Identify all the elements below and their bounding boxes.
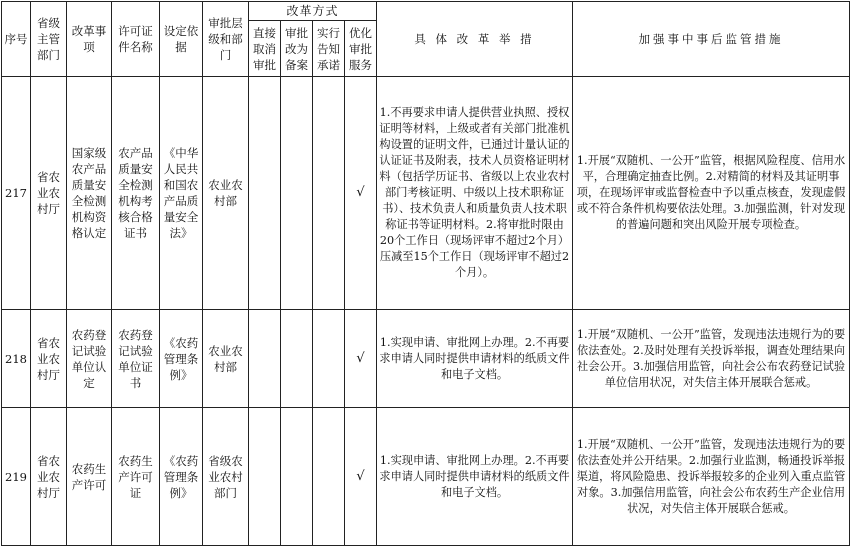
header-mode-notify: 实行告知承诺 xyxy=(313,21,345,77)
row-mode-cancel xyxy=(249,77,281,310)
row-basis: 《中华人民共和国农产品质量安全法》 xyxy=(160,77,203,310)
row-permit: 农产品质量安全检测机构考核合格证书 xyxy=(112,77,160,310)
row-mode-filing xyxy=(281,310,313,408)
table-row xyxy=(2,310,850,408)
row-basis: 《农药管理条例》 xyxy=(160,310,203,408)
row-seq: 218 xyxy=(2,310,31,408)
row-item: 农药登记试验单位认定 xyxy=(67,310,112,408)
row-measures: 1.实现申请、审批网上办理。2.不再要求申请人同时提供申请材料的纸质文件和电子文档。 xyxy=(377,310,573,408)
row-basis: 《农药管理条例》 xyxy=(160,408,203,546)
row-item: 国家级农产品质量安全检测机构资格认定 xyxy=(67,77,112,310)
row-permit: 农药登记试验单位证书 xyxy=(112,310,160,408)
row-seq: 219 xyxy=(2,408,31,546)
row-measures: 1.不再要求申请人提供营业执照、授权证明等材料，上级或者有关部门批准机构设置的证明文件，已通过计量认证的认证证书及附表，技术人员资格证明材料（包括学历证书、省级以上农业农村部门考核证明、中级以上技术职称证书）、技术负责人和质量负责人技术职称证书等证明材料。2.将审批时限由20个工作日（现场评审不超过2个月）压减至15个工作日（现场评审不超过2个月）。 xyxy=(377,77,573,310)
row-dept: 省农业农村厅 xyxy=(31,408,67,546)
header-permit: 许可证件名称 xyxy=(112,2,160,77)
row-item: 农药生产许可 xyxy=(67,408,112,546)
row-mode-notify xyxy=(313,77,345,310)
row-level: 农业农村部 xyxy=(203,310,249,408)
header-seq: 序号 xyxy=(2,2,31,77)
header-mode-optimize: 优化审批服务 xyxy=(345,21,377,77)
row-mode-cancel xyxy=(249,408,281,546)
table-row xyxy=(2,408,850,546)
header-measures: 具 体 改 革 举 措 xyxy=(377,2,573,77)
reform-table xyxy=(1,1,850,546)
row-mode-notify xyxy=(313,408,345,546)
row-mode-optimize: √ xyxy=(345,77,377,310)
row-measures: 1.实现申请、审批网上办理。2.不再要求申请人同时提供申请材料的纸质文件和电子文档。 xyxy=(377,408,573,546)
header-mode-cancel: 直接取消审批 xyxy=(249,21,281,77)
row-supervision: 1.开展“双随机、一公开”监管，根据风险程度、信用水平，合理确定抽查比例。2.对精简的材料及其证明事项，在现场评审或监督检查中予以重点核查，发现虚假或不符合条件机构要依法处理。3.加强监测，针对发现的普遍问题和突出风险开展专项检查。 xyxy=(573,77,850,310)
row-mode-filing xyxy=(281,77,313,310)
row-supervision: 1.开展“双随机、一公开”监管，发现违法违规行为的要依法查处。2.及时处理有关投诉举报，调查处理结果向社会公开。3.加强信用监管，向社会公布农药登记试验单位信用状况，对失信主体开展联合惩戒。 xyxy=(573,310,850,408)
row-mode-notify xyxy=(313,310,345,408)
header-row-1 xyxy=(2,2,850,21)
row-mode-optimize: √ xyxy=(345,310,377,408)
row-supervision: 1.开展“双随机、一公开”监管，发现违法违规行为的要依法查处并公开结果。2.加强行业监测，畅通投诉举报渠道，将风险隐患、投诉举报较多的企业列入重点监管对象。3.加强信用监管，向社会公布农药生产企业信用状况，对失信主体开展联合惩戒。 xyxy=(573,408,850,546)
header-level: 审批层级和部门 xyxy=(203,2,249,77)
header-basis: 设定依据 xyxy=(160,2,203,77)
header-supervision: 加强事中事后监管措施 xyxy=(573,2,850,77)
header-dept: 省级主管部门 xyxy=(31,2,67,77)
table-row xyxy=(2,77,850,310)
row-level: 省级农业农村部门 xyxy=(203,408,249,546)
row-mode-cancel xyxy=(249,310,281,408)
row-mode-optimize: √ xyxy=(345,408,377,546)
row-dept: 省农业农村厅 xyxy=(31,77,67,310)
row-level: 农业农村部 xyxy=(203,77,249,310)
row-dept: 省农业农村厅 xyxy=(31,310,67,408)
header-mode-filing: 审批改为备案 xyxy=(281,21,313,77)
row-seq: 217 xyxy=(2,77,31,310)
header-mode-group: 改革方式 xyxy=(249,2,377,21)
row-mode-filing xyxy=(281,408,313,546)
row-permit: 农药生产许可证 xyxy=(112,408,160,546)
header-item: 改革事项 xyxy=(67,2,112,77)
